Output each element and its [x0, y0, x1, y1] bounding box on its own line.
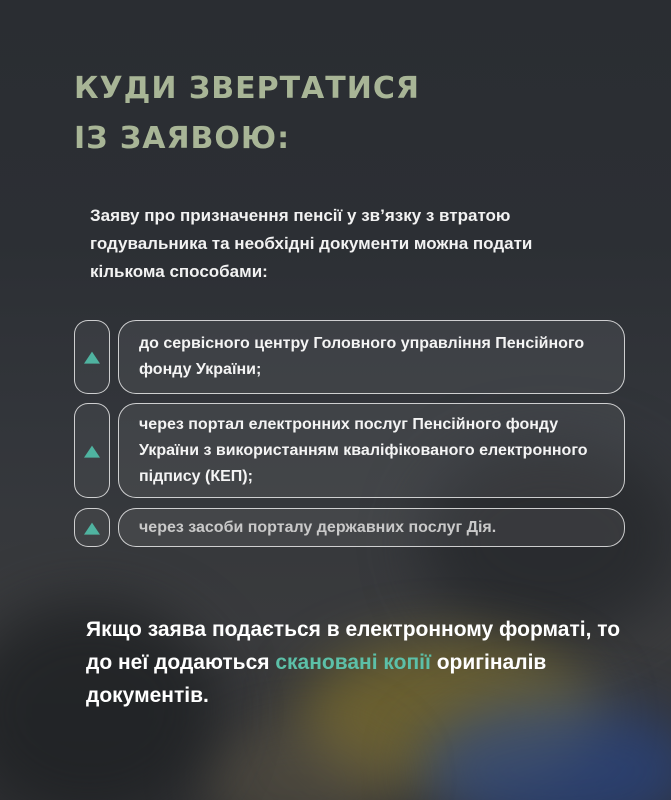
- option-text: через портал електронних послуг Пенсійного фонду України з використанням кваліфікованого електронного підпису (КЕП);: [139, 415, 588, 485]
- footer-text-end: оригіналів документів.: [86, 651, 547, 707]
- footer-note: [86, 613, 646, 712]
- option-text: до сервісного центру Головного управління Пенсійного фонду України;: [139, 335, 585, 378]
- option-text: через засоби порталу державних послуг Дія.: [139, 518, 497, 536]
- triangle-up-icon: [84, 445, 100, 457]
- option-box: [118, 403, 625, 498]
- title-line-1: КУДИ ЗВЕРТАТИСЯ: [74, 71, 420, 106]
- option-bullet: [74, 508, 110, 547]
- option-box: [118, 508, 625, 547]
- option-bullet: [74, 320, 110, 394]
- triangle-up-icon: [84, 522, 100, 534]
- option-box: [118, 320, 625, 394]
- option-bullet: [74, 403, 110, 498]
- intro-text: Заяву про призначення пенсії у зв’язку з втратою годувальника та необхідні документи можна подати кількома способами:: [90, 206, 533, 281]
- triangle-up-icon: [84, 352, 100, 364]
- title-line-2: ІЗ ЗАЯВОЮ:: [74, 121, 291, 156]
- footer-highlight: скановані копії: [275, 651, 431, 674]
- page-title: [74, 64, 420, 164]
- footer-text-start: Якщо заява подається в електронному форматі, то до неї додаються: [86, 618, 621, 674]
